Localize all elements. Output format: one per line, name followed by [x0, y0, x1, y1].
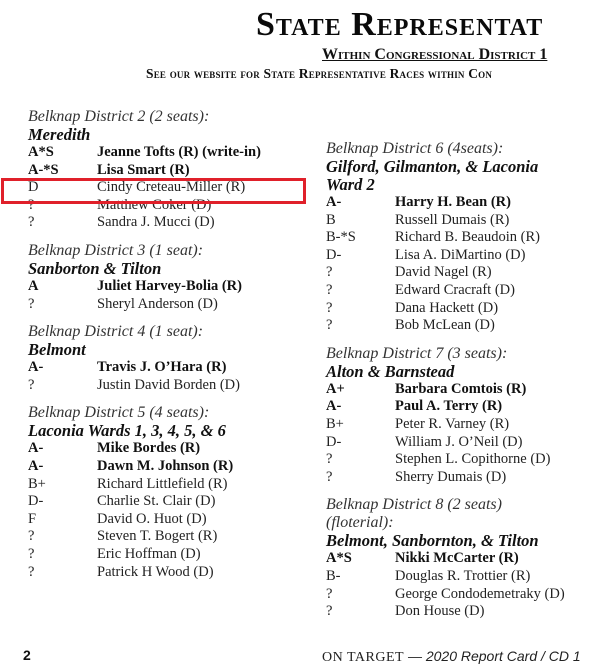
page-subtitle: Within Congressional District 1 — [322, 46, 548, 63]
candidate-grade: ? — [28, 295, 35, 312]
website-note: See our website for State Representative Races within Con — [146, 66, 493, 81]
page-number: 2 — [23, 647, 31, 663]
candidate-name: Matthew Coker (D) — [97, 196, 212, 213]
candidate-name: George Condodemetraky (D) — [395, 585, 565, 602]
candidate-row — [326, 586, 610, 604]
candidate-row — [28, 296, 313, 314]
candidate-name: Justin David Borden (D) — [97, 376, 240, 393]
candidate-name: Sheryl Anderson (D) — [97, 295, 218, 312]
candidate-row — [28, 377, 313, 395]
candidate-grade: B — [326, 211, 336, 228]
district-area: Gilford, Gilmanton, & Laconia — [326, 157, 539, 176]
candidate-name: Harry H. Bean (R) — [395, 194, 511, 210]
candidate-name: David Nagel (R) — [395, 264, 492, 281]
candidate-row — [326, 194, 610, 212]
candidate-grade: A — [28, 277, 39, 294]
candidate-row — [28, 214, 313, 232]
candidate-name: Peter R. Varney (R) — [395, 415, 510, 432]
candidate-grade: ? — [28, 563, 35, 580]
candidate-row — [28, 564, 313, 582]
candidate-name: Travis J. O’Hara (R) — [97, 359, 227, 376]
footer-caption: — 2020 Report Card / CD 1 — [404, 648, 581, 664]
candidate-name: Richard Littlefield (R) — [97, 475, 228, 492]
candidate-grade: ? — [326, 264, 333, 281]
candidate-grade: ? — [28, 196, 35, 213]
district-section — [28, 404, 313, 581]
candidate-row — [326, 434, 610, 452]
district-section — [28, 242, 313, 313]
candidate-name: William J. O’Neil (D) — [395, 433, 523, 450]
candidate-name: Paul A. Terry (R) — [395, 398, 503, 415]
candidate-row — [326, 416, 610, 434]
candidate-name: Cindy Creteau-Miller (R) — [97, 179, 246, 196]
district-section — [28, 108, 313, 232]
candidate-row — [326, 264, 610, 282]
candidate-grade: A+ — [326, 380, 345, 397]
candidate-name: Russell Dumais (R) — [395, 211, 510, 228]
candidate-row — [28, 458, 313, 476]
left-column — [28, 108, 313, 591]
candidate-grade: ? — [326, 603, 333, 620]
candidate-row — [326, 469, 610, 487]
candidate-name: Steven T. Bogert (R) — [97, 528, 218, 545]
candidate-name: Lisa Smart (R) — [97, 161, 190, 178]
candidate-grade: B- — [326, 567, 341, 584]
candidate-grade: ? — [326, 585, 333, 602]
candidate-grade: A- — [326, 194, 342, 210]
candidate-name: Juliet Harvey-Bolia (R) — [97, 277, 242, 294]
candidate-row — [326, 317, 610, 335]
candidate-name: Lisa A. DiMartino (D) — [395, 246, 526, 263]
candidate-grade: ? — [326, 299, 333, 316]
district-area: Sanborton & Tilton — [28, 258, 162, 278]
candidate-row — [28, 179, 313, 197]
candidate-row — [326, 568, 610, 586]
candidate-name: Bob McLean (D) — [395, 317, 495, 334]
candidate-grade: ? — [28, 214, 35, 231]
district-area: Belmont — [28, 340, 86, 360]
candidate-grade: A- — [326, 398, 342, 415]
candidate-row — [326, 247, 610, 265]
district-heading: Belknap District 2 (2 seats): — [28, 108, 210, 125]
right-column — [326, 140, 610, 631]
district-heading: Belknap District 4 (1 seat): — [28, 323, 204, 341]
candidate-grade: B+ — [326, 415, 344, 432]
candidate-grade: A- — [28, 440, 44, 457]
district-heading: Belknap District 6 (4seats): — [326, 140, 504, 157]
candidate-grade: ? — [326, 468, 333, 485]
candidate-grade: B-*S — [326, 229, 356, 246]
candidate-name: Edward Cracraft (D) — [395, 281, 515, 298]
candidate-grade: A- — [28, 457, 44, 474]
district-section — [28, 323, 313, 394]
candidate-row — [28, 144, 313, 162]
candidate-row — [28, 511, 313, 529]
candidate-row — [326, 603, 610, 621]
candidate-row — [28, 528, 313, 546]
district-area: Laconia Wards 1, 3, 4, 5, & 6 — [28, 421, 226, 441]
candidate-row — [326, 451, 610, 469]
district-area: Meredith — [28, 125, 91, 144]
candidate-name: Jeanne Tofts (R) (write-in) — [97, 144, 261, 160]
candidate-row — [326, 381, 610, 399]
district-heading: Belknap District 3 (1 seat): — [28, 241, 204, 259]
district-area: Ward 2 — [326, 175, 375, 194]
candidate-row — [326, 229, 610, 247]
candidate-name: Richard B. Beaudoin (R) — [395, 229, 540, 246]
candidate-grade: D- — [326, 433, 342, 450]
candidate-row — [326, 398, 610, 416]
candidate-grade: A- — [28, 359, 44, 376]
candidate-name: Eric Hoffman (D) — [97, 545, 201, 562]
district-heading: Belknap District 5 (4 seats): — [28, 404, 210, 422]
candidate-row — [28, 278, 313, 296]
candidate-grade: ? — [28, 528, 35, 545]
district-section — [326, 345, 610, 487]
candidate-name: Dawn M. Johnson (R) — [97, 457, 234, 474]
candidate-grade: A*S — [28, 144, 54, 160]
candidate-grade: D- — [28, 493, 44, 510]
candidate-row — [326, 300, 610, 318]
candidate-grade: ? — [326, 317, 333, 334]
candidate-row — [326, 212, 610, 230]
candidate-name: Don House (D) — [395, 603, 485, 620]
candidate-name: Barbara Comtois (R) — [395, 380, 527, 397]
candidate-grade: A-*S — [28, 161, 59, 178]
district-area: Alton & Barnstead — [326, 361, 455, 381]
candidate-grade: ? — [28, 376, 35, 393]
candidate-row — [28, 162, 313, 180]
candidate-row — [28, 546, 313, 564]
candidate-row — [28, 197, 313, 215]
district-heading-cont: (floterial): — [326, 514, 394, 532]
footer — [322, 648, 581, 666]
footer-brand: ON TARGET — [322, 650, 405, 665]
candidate-grade: ? — [326, 451, 333, 468]
candidate-name: Sherry Dumais (D) — [395, 468, 507, 485]
candidate-row — [326, 550, 610, 568]
candidate-row — [28, 359, 313, 377]
candidate-row — [28, 493, 313, 511]
candidate-name: Dana Hackett (D) — [395, 299, 499, 316]
candidate-name: Patrick H Wood (D) — [97, 563, 214, 580]
candidate-name: Mike Bordes (R) — [97, 440, 201, 457]
candidate-name: Charlie St. Clair (D) — [97, 493, 216, 510]
candidate-name: David O. Huot (D) — [97, 510, 207, 527]
candidate-row — [326, 282, 610, 300]
candidate-grade: A*S — [326, 550, 352, 567]
candidate-grade: ? — [28, 545, 35, 562]
page-title: State Representat — [256, 6, 544, 43]
candidate-name: Douglas R. Trottier (R) — [395, 567, 531, 584]
candidate-name: Nikki McCarter (R) — [395, 550, 519, 567]
district-section — [326, 496, 610, 620]
candidate-row — [28, 476, 313, 494]
district-heading: Belknap District 8 (2 seats) — [326, 496, 502, 514]
candidate-grade: ? — [326, 281, 333, 298]
district-section — [326, 140, 610, 335]
candidate-row — [28, 440, 313, 458]
candidate-grade: F — [28, 510, 37, 527]
candidate-name: Sandra J. Mucci (D) — [97, 214, 215, 231]
district-area: Belmont, Sanbornton, & Tilton — [326, 531, 539, 551]
candidate-grade: B+ — [28, 475, 46, 492]
district-heading: Belknap District 7 (3 seats): — [326, 344, 508, 362]
candidate-grade: D- — [326, 246, 342, 263]
candidate-grade: D — [28, 179, 39, 196]
candidate-name: Stephen L. Copithorne (D) — [395, 451, 551, 468]
